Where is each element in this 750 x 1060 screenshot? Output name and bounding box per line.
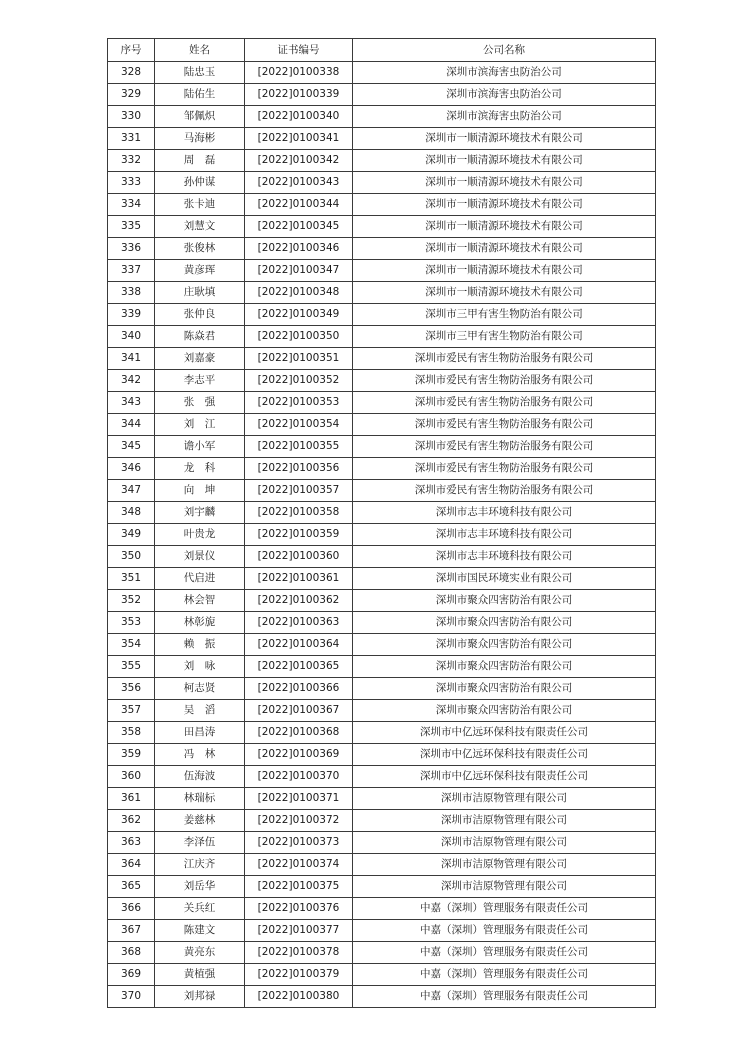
- table-row: [108, 524, 656, 546]
- cell-cert: [2022]0100366: [245, 678, 353, 700]
- cell-index: 348: [108, 502, 155, 524]
- cell-index: 359: [108, 744, 155, 766]
- cell-index: 342: [108, 370, 155, 392]
- cell-name: 李志平: [155, 370, 245, 392]
- cell-company: 中嘉（深圳）管理服务有限责任公司: [353, 920, 656, 942]
- cell-company: 深圳市一顺清源环境技术有限公司: [353, 150, 656, 172]
- cell-cert: [2022]0100365: [245, 656, 353, 678]
- cell-cert: [2022]0100378: [245, 942, 353, 964]
- table-row: [108, 854, 656, 876]
- cell-cert: [2022]0100371: [245, 788, 353, 810]
- cell-cert: [2022]0100349: [245, 304, 353, 326]
- cell-name: 刘宇麟: [155, 502, 245, 524]
- cell-name: 孙仲谋: [155, 172, 245, 194]
- table-row: [108, 84, 656, 106]
- cell-company: 深圳市志丰环境科技有限公司: [353, 524, 656, 546]
- cell-cert: [2022]0100346: [245, 238, 353, 260]
- cell-name: 吴 滔: [155, 700, 245, 722]
- cell-name: 谵小军: [155, 436, 245, 458]
- table-row: [108, 172, 656, 194]
- cell-company: 深圳市一顺清源环境技术有限公司: [353, 282, 656, 304]
- cell-name: 张卡迪: [155, 194, 245, 216]
- cell-name: 庄耿填: [155, 282, 245, 304]
- cell-cert: [2022]0100340: [245, 106, 353, 128]
- cell-name: 赖 振: [155, 634, 245, 656]
- cell-company: 深圳市聚众四害防治有限公司: [353, 678, 656, 700]
- cell-index: 333: [108, 172, 155, 194]
- cell-company: 深圳市三甲有害生物防治有限公司: [353, 304, 656, 326]
- cell-cert: [2022]0100348: [245, 282, 353, 304]
- cell-cert: [2022]0100362: [245, 590, 353, 612]
- cell-name: 马海彬: [155, 128, 245, 150]
- cell-cert: [2022]0100351: [245, 348, 353, 370]
- table-row: [108, 194, 656, 216]
- cell-cert: [2022]0100360: [245, 546, 353, 568]
- cell-name: 黄亮东: [155, 942, 245, 964]
- cell-name: 代启进: [155, 568, 245, 590]
- table-row: [108, 722, 656, 744]
- cell-company: 深圳市滨海害虫防治公司: [353, 62, 656, 84]
- cell-cert: [2022]0100373: [245, 832, 353, 854]
- cell-company: 中嘉（深圳）管理服务有限责任公司: [353, 986, 656, 1008]
- cell-index: 345: [108, 436, 155, 458]
- cell-index: 336: [108, 238, 155, 260]
- header-company: 公司名称: [353, 39, 656, 62]
- cell-name: 姜慈林: [155, 810, 245, 832]
- cell-company: 深圳市一顺清源环境技术有限公司: [353, 194, 656, 216]
- table-row: [108, 480, 656, 502]
- cell-cert: [2022]0100344: [245, 194, 353, 216]
- cell-company: 深圳市聚众四害防治有限公司: [353, 612, 656, 634]
- cell-cert: [2022]0100358: [245, 502, 353, 524]
- cell-index: 334: [108, 194, 155, 216]
- table-row: [108, 106, 656, 128]
- cell-name: 刘 江: [155, 414, 245, 436]
- cell-cert: [2022]0100352: [245, 370, 353, 392]
- table-row: [108, 150, 656, 172]
- table-row: [108, 216, 656, 238]
- cell-company: 深圳市三甲有害生物防治有限公司: [353, 326, 656, 348]
- cell-company: 深圳市聚众四害防治有限公司: [353, 656, 656, 678]
- table-row: [108, 326, 656, 348]
- cell-company: 深圳市一顺清源环境技术有限公司: [353, 238, 656, 260]
- cell-index: 366: [108, 898, 155, 920]
- cell-name: 陈焱君: [155, 326, 245, 348]
- cell-name: 陆佑生: [155, 84, 245, 106]
- table-row: [108, 634, 656, 656]
- table-row: [108, 568, 656, 590]
- cell-name: 林瑞标: [155, 788, 245, 810]
- cell-cert: [2022]0100345: [245, 216, 353, 238]
- cell-index: 340: [108, 326, 155, 348]
- cell-company: 深圳市一顺清源环境技术有限公司: [353, 172, 656, 194]
- cell-index: 328: [108, 62, 155, 84]
- cell-name: 刘慧文: [155, 216, 245, 238]
- cell-index: 350: [108, 546, 155, 568]
- cell-company: 深圳市洁原物管理有限公司: [353, 832, 656, 854]
- table-row: [108, 348, 656, 370]
- cell-index: 370: [108, 986, 155, 1008]
- table-row: [108, 414, 656, 436]
- cell-cert: [2022]0100369: [245, 744, 353, 766]
- table-header-row: [108, 39, 656, 62]
- cell-company: 深圳市聚众四害防治有限公司: [353, 700, 656, 722]
- cell-index: 363: [108, 832, 155, 854]
- cell-company: 深圳市洁原物管理有限公司: [353, 810, 656, 832]
- cell-index: 365: [108, 876, 155, 898]
- cell-name: 刘岳华: [155, 876, 245, 898]
- cell-company: 深圳市聚众四害防治有限公司: [353, 590, 656, 612]
- cell-index: 354: [108, 634, 155, 656]
- cell-index: 349: [108, 524, 155, 546]
- table-row: [108, 898, 656, 920]
- table-row: [108, 436, 656, 458]
- cell-name: 刘景仪: [155, 546, 245, 568]
- table-row: [108, 810, 656, 832]
- table-row: [108, 656, 656, 678]
- table-row: [108, 876, 656, 898]
- cell-index: 369: [108, 964, 155, 986]
- cell-company: 深圳市聚众四害防治有限公司: [353, 634, 656, 656]
- cell-name: 张俊林: [155, 238, 245, 260]
- cell-company: 深圳市洁原物管理有限公司: [353, 788, 656, 810]
- table-row: [108, 612, 656, 634]
- cell-name: 林彰旎: [155, 612, 245, 634]
- cell-index: 341: [108, 348, 155, 370]
- cell-cert: [2022]0100372: [245, 810, 353, 832]
- cell-company: 深圳市国民环境实业有限公司: [353, 568, 656, 590]
- table-body: [108, 62, 656, 1008]
- table-row: [108, 260, 656, 282]
- table-row: [108, 942, 656, 964]
- cell-cert: [2022]0100355: [245, 436, 353, 458]
- cell-company: 深圳市一顺清源环境技术有限公司: [353, 260, 656, 282]
- cell-company: 深圳市中亿远环保科技有限责任公司: [353, 744, 656, 766]
- cell-cert: [2022]0100376: [245, 898, 353, 920]
- table-row: [108, 700, 656, 722]
- cell-index: 347: [108, 480, 155, 502]
- table-row: [108, 392, 656, 414]
- cell-index: 361: [108, 788, 155, 810]
- table-row: [108, 128, 656, 150]
- cell-name: 向 坤: [155, 480, 245, 502]
- cell-name: 张仲良: [155, 304, 245, 326]
- table-row: [108, 920, 656, 942]
- cell-index: 357: [108, 700, 155, 722]
- cell-cert: [2022]0100368: [245, 722, 353, 744]
- cell-name: 陈建文: [155, 920, 245, 942]
- cell-name: 龙 科: [155, 458, 245, 480]
- cell-company: 中嘉（深圳）管理服务有限责任公司: [353, 964, 656, 986]
- cell-name: 黄植强: [155, 964, 245, 986]
- cell-index: 332: [108, 150, 155, 172]
- header-cert: 证书编号: [245, 39, 353, 62]
- table-row: [108, 766, 656, 788]
- cell-index: 362: [108, 810, 155, 832]
- cell-cert: [2022]0100374: [245, 854, 353, 876]
- cell-company: 深圳市滨海害虫防治公司: [353, 84, 656, 106]
- cell-name: 李泽伍: [155, 832, 245, 854]
- cell-name: 冯 林: [155, 744, 245, 766]
- table-row: [108, 832, 656, 854]
- cell-name: 张 强: [155, 392, 245, 414]
- cell-company: 深圳市爱民有害生物防治服务有限公司: [353, 392, 656, 414]
- cell-name: 黄彦珲: [155, 260, 245, 282]
- cell-cert: [2022]0100343: [245, 172, 353, 194]
- cell-company: 深圳市爱民有害生物防治服务有限公司: [353, 370, 656, 392]
- cell-name: 邹佩炽: [155, 106, 245, 128]
- cell-cert: [2022]0100338: [245, 62, 353, 84]
- cell-cert: [2022]0100353: [245, 392, 353, 414]
- cell-cert: [2022]0100357: [245, 480, 353, 502]
- cell-index: 339: [108, 304, 155, 326]
- cell-index: 360: [108, 766, 155, 788]
- cell-index: 337: [108, 260, 155, 282]
- cell-company: 深圳市洁原物管理有限公司: [353, 876, 656, 898]
- cell-index: 338: [108, 282, 155, 304]
- cell-company: 深圳市志丰环境科技有限公司: [353, 502, 656, 524]
- cell-index: 358: [108, 722, 155, 744]
- cell-name: 叶贵龙: [155, 524, 245, 546]
- cell-cert: [2022]0100342: [245, 150, 353, 172]
- table-row: [108, 678, 656, 700]
- cell-cert: [2022]0100339: [245, 84, 353, 106]
- cell-index: 367: [108, 920, 155, 942]
- cell-company: 深圳市爱民有害生物防治服务有限公司: [353, 436, 656, 458]
- table-row: [108, 590, 656, 612]
- cell-index: 346: [108, 458, 155, 480]
- cell-cert: [2022]0100364: [245, 634, 353, 656]
- cell-name: 关兵红: [155, 898, 245, 920]
- cell-index: 352: [108, 590, 155, 612]
- cell-company: 深圳市滨海害虫防治公司: [353, 106, 656, 128]
- cell-index: 335: [108, 216, 155, 238]
- cell-company: 深圳市中亿远环保科技有限责任公司: [353, 722, 656, 744]
- certificate-table: [107, 38, 656, 1008]
- cell-company: 深圳市洁原物管理有限公司: [353, 854, 656, 876]
- cell-name: 刘 咏: [155, 656, 245, 678]
- cell-name: 林会智: [155, 590, 245, 612]
- table-row: [108, 238, 656, 260]
- cell-cert: [2022]0100347: [245, 260, 353, 282]
- header-name: 姓名: [155, 39, 245, 62]
- cell-name: 刘嘉豪: [155, 348, 245, 370]
- cell-name: 江庆齐: [155, 854, 245, 876]
- table-row: [108, 986, 656, 1008]
- cell-cert: [2022]0100341: [245, 128, 353, 150]
- cell-index: 368: [108, 942, 155, 964]
- cell-index: 351: [108, 568, 155, 590]
- cell-cert: [2022]0100350: [245, 326, 353, 348]
- cell-company: 深圳市志丰环境科技有限公司: [353, 546, 656, 568]
- cell-company: 深圳市爱民有害生物防治服务有限公司: [353, 480, 656, 502]
- cell-cert: [2022]0100380: [245, 986, 353, 1008]
- cell-index: 356: [108, 678, 155, 700]
- cell-index: 344: [108, 414, 155, 436]
- cell-cert: [2022]0100361: [245, 568, 353, 590]
- cell-company: 深圳市一顺清源环境技术有限公司: [353, 216, 656, 238]
- table-row: [108, 964, 656, 986]
- cell-cert: [2022]0100377: [245, 920, 353, 942]
- table-row: [108, 502, 656, 524]
- table-row: [108, 370, 656, 392]
- cell-index: 329: [108, 84, 155, 106]
- table-row: [108, 546, 656, 568]
- cell-cert: [2022]0100363: [245, 612, 353, 634]
- table-row: [108, 282, 656, 304]
- cell-index: 355: [108, 656, 155, 678]
- table-row: [108, 744, 656, 766]
- table-row: [108, 788, 656, 810]
- cell-name: 田昌涛: [155, 722, 245, 744]
- cell-company: 中嘉（深圳）管理服务有限责任公司: [353, 942, 656, 964]
- cell-name: 柯志贤: [155, 678, 245, 700]
- certificate-list-page: [107, 38, 655, 1008]
- cell-name: 陆忠玉: [155, 62, 245, 84]
- cell-cert: [2022]0100375: [245, 876, 353, 898]
- cell-index: 364: [108, 854, 155, 876]
- cell-index: 331: [108, 128, 155, 150]
- cell-index: 343: [108, 392, 155, 414]
- cell-company: 中嘉（深圳）管理服务有限责任公司: [353, 898, 656, 920]
- cell-company: 深圳市一顺清源环境技术有限公司: [353, 128, 656, 150]
- cell-cert: [2022]0100356: [245, 458, 353, 480]
- cell-cert: [2022]0100354: [245, 414, 353, 436]
- table-row: [108, 304, 656, 326]
- cell-name: 伍海波: [155, 766, 245, 788]
- cell-cert: [2022]0100359: [245, 524, 353, 546]
- cell-company: 深圳市爱民有害生物防治服务有限公司: [353, 414, 656, 436]
- cell-company: 深圳市爱民有害生物防治服务有限公司: [353, 458, 656, 480]
- cell-index: 353: [108, 612, 155, 634]
- cell-cert: [2022]0100367: [245, 700, 353, 722]
- table-row: [108, 458, 656, 480]
- header-index: 序号: [108, 39, 155, 62]
- cell-company: 深圳市中亿远环保科技有限责任公司: [353, 766, 656, 788]
- cell-cert: [2022]0100370: [245, 766, 353, 788]
- cell-name: 周 磊: [155, 150, 245, 172]
- cell-name: 刘邦禄: [155, 986, 245, 1008]
- table-row: [108, 62, 656, 84]
- cell-cert: [2022]0100379: [245, 964, 353, 986]
- cell-company: 深圳市爱民有害生物防治服务有限公司: [353, 348, 656, 370]
- cell-index: 330: [108, 106, 155, 128]
